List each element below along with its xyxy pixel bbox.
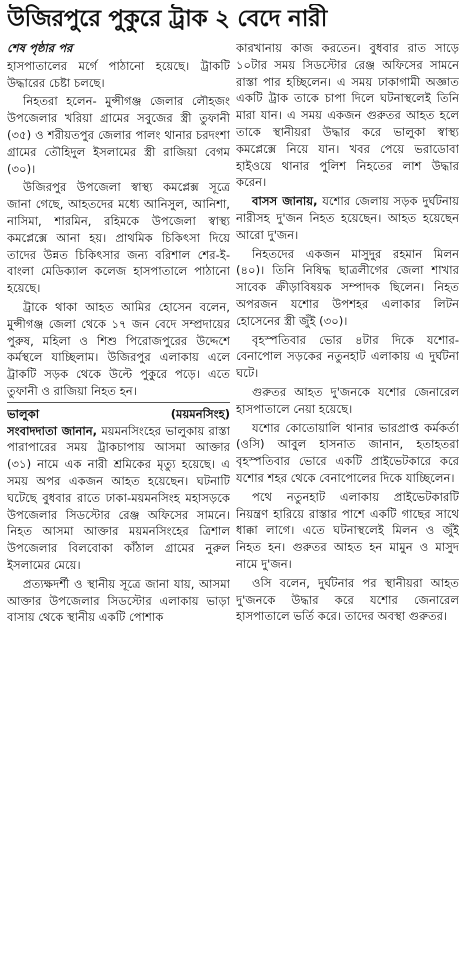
paragraph: ট্রাকে থাকা আহত আমির হোসেন বলেন, মুন্সীগঞ্জ জেলা থেকে ১৭ জন বেদে সম্প্রদায়ের পুরুষ, মহিলা ও শিশু পিরোজপুরের উদ্দেশে কর্মস্থলে যাচ্ছিলাম। উজিরপুর এলাকায় এলে ট্রাকটি সড়ক থেকে উল্টে পুকুরে পড়ে। এতে তুফানী ও রাজিয়া নিহত হন। — [7, 299, 230, 398]
agency-lead: বাসস জানায়, — [252, 194, 318, 209]
paragraph: হাসপাতালের মর্গে পাঠানো হয়েছে। ট্রাকটি উদ্ধারের চেষ্টা চলছে। — [7, 58, 230, 90]
right-column — [236, 40, 459, 945]
byline: সংবাদদাতা জানান, — [7, 423, 98, 438]
headline: উজিরপুরে পুকুরে ট্রাক ২ বেদে নারী — [7, 6, 327, 32]
section-divider — [7, 402, 230, 403]
dateline-district: (ময়মনসিংহ) — [170, 406, 230, 421]
article-columns — [7, 40, 459, 945]
paragraph: নিহতদের একজন মাসুদুর রহমান মিলন (৪০)। তিনি নিষিদ্ধ ছাত্রলীগের জেলা শাখার সাবেক ক্রীড়াবিষয়ক সম্পাদক ছিলেন। নিহত অপরজন যশোর উপশহর এলাকার লিটন হোসেনের স্ত্রী জুঁই (৩০)। — [236, 246, 459, 328]
paragraph: নিহতরা হলেন- মুন্সীগঞ্জ জেলার লৌহজং উপজেলার খরিয়া গ্রামের সবুজের স্ত্রী তুফানী (৩৫) ও শরীয়তপুর জেলার পালং থানার চরদংশা গ্রামের তৌহিদুল ইসলামের স্ত্রী রাজিয়া বেগম (৩০)। — [7, 94, 230, 176]
paragraph: গুরুতর আহত দু'জনকে যশোর জেনারেল হাসপাতালে নেয়া হয়েছে। — [236, 384, 459, 416]
paragraph: কারখানায় কাজ করতেন। বুধবার রাত সাড়ে ১০টার সময় সিডস্টোর রেঞ্জ অফিসের সামনে রাস্তা পার হচ্ছিলেন। এ সময় ঢাকাগামী অজ্ঞাত একটি ট্রাক তাকে চাপা দিলে ঘটনাস্থলেই তিনি মারা যান। এ সময় একজন গুরুতর আহত হলে তাকে স্থানীয়রা উদ্ধার করে ভালুকা স্বাস্থ্য কমপ্লেক্সে নিয়ে যান। খবর পেয়ে ভরাডোবা হাইওয়ে থানার পুলিশ নিহতের লাশ উদ্ধার করেন। — [236, 41, 459, 190]
paragraph: বৃহস্পতিবার ভোর ৪টার দিকে যশোর-বেনাপোল সড়কের নতুনহাট এলাকায় এ দুর্ঘটনা ঘটে। — [236, 332, 459, 381]
paragraph: উজিরপুর উপজেলা স্বাস্থ্য কমপ্লেক্স সূত্রে জানা গেছে, আহতদের মধ্যে আনিসুল, আনিশা, নাসিমা, শারমিন, রহিমকে উপজেলা স্বাস্থ্য কমপ্লেক্সে আনা হয়। প্রাথমিক চিকিৎসা দিয়ে তাদের উন্নত চিকিৎসার জন্য বরিশাল শের-ই-বাংলা মেডিক্যাল কলেজ হাসপাতালে পাঠানো হয়েছে। — [7, 180, 230, 296]
paragraph: পথে নতুনহাট এলাকায় প্রাইভেটকারটি নিয়ন্ত্রণ হারিয়ে রাস্তার পাশে একটি গাছের সাথে ধাক্কা লাগে। এতে ঘটনাস্থলেই মিলন ও জুঁই নিহত হন। গুরুতর আহত হন মামুন ও মাসুদ নামে দু'জন। — [236, 489, 459, 571]
paragraph-text: যশোর জেলায় সড়ক দুর্ঘটনায় নারীসহ দু'জন নিহত হয়েছেন। আহত হয়েছেন আরো দু'জন। — [236, 194, 459, 242]
continued-label: শেষ পৃষ্ঠার পর — [7, 41, 73, 55]
dateline-place: ভালুকা — [7, 406, 40, 421]
paragraph: যশোর কোতোয়ালি থানার ভারপ্রাপ্ত কর্মকর্তা (ওসি) আবুল হাসনাত জানান, হতাহতরা বৃহস্পতিবার ভোরে একটি প্রাইভেটকারে করে যশোর শহর থেকে বেনাপোলের দিকে যাচ্ছিলেন। — [236, 420, 459, 485]
paragraph-text: ময়মনসিংহের ভালুকায় রাস্তা পারাপারের সময় ট্রাকচাপায় আসমা আক্তার (৩১) নামে এক নারী শ্রমিকের মৃত্যু হয়েছে। এ সময় অপর একজন আহত হয়েছেন। ঘটনাটি ঘটেছে বুধবার রাতে ঢাকা-ময়মনসিংহ মহাসড়কে উপজেলার সিডস্টোর রেঞ্জ অফিসের সামনে। নিহত আসমা আক্তার ময়মনসিংহের ত্রিশাল উপজেলার বিলবোকা কাঁঠাল গ্রামের নুরুল ইসলামের মেয়ে। — [7, 423, 230, 572]
paragraph: ওসি বলেন, দুর্ঘটনার পর স্থানীয়রা আহত দু'জনকে উদ্ধার করে যশোর জেনারেল হাসপাতালে ভর্তি করে। তাদের অবস্থা গুরুতর। — [236, 575, 459, 624]
left-column — [7, 40, 230, 945]
paragraph — [7, 423, 230, 574]
paragraph — [236, 193, 459, 243]
paragraph: প্রত্যক্ষদর্শী ও স্থানীয় সূত্রে জানা যায়, আসমা আক্তার উপজেলার সিডস্টোর এলাকায় ভাড়া বাসায় থেকে স্থানীয় একটি পোশাক — [7, 576, 230, 625]
bhaluka-dateline — [7, 406, 230, 423]
